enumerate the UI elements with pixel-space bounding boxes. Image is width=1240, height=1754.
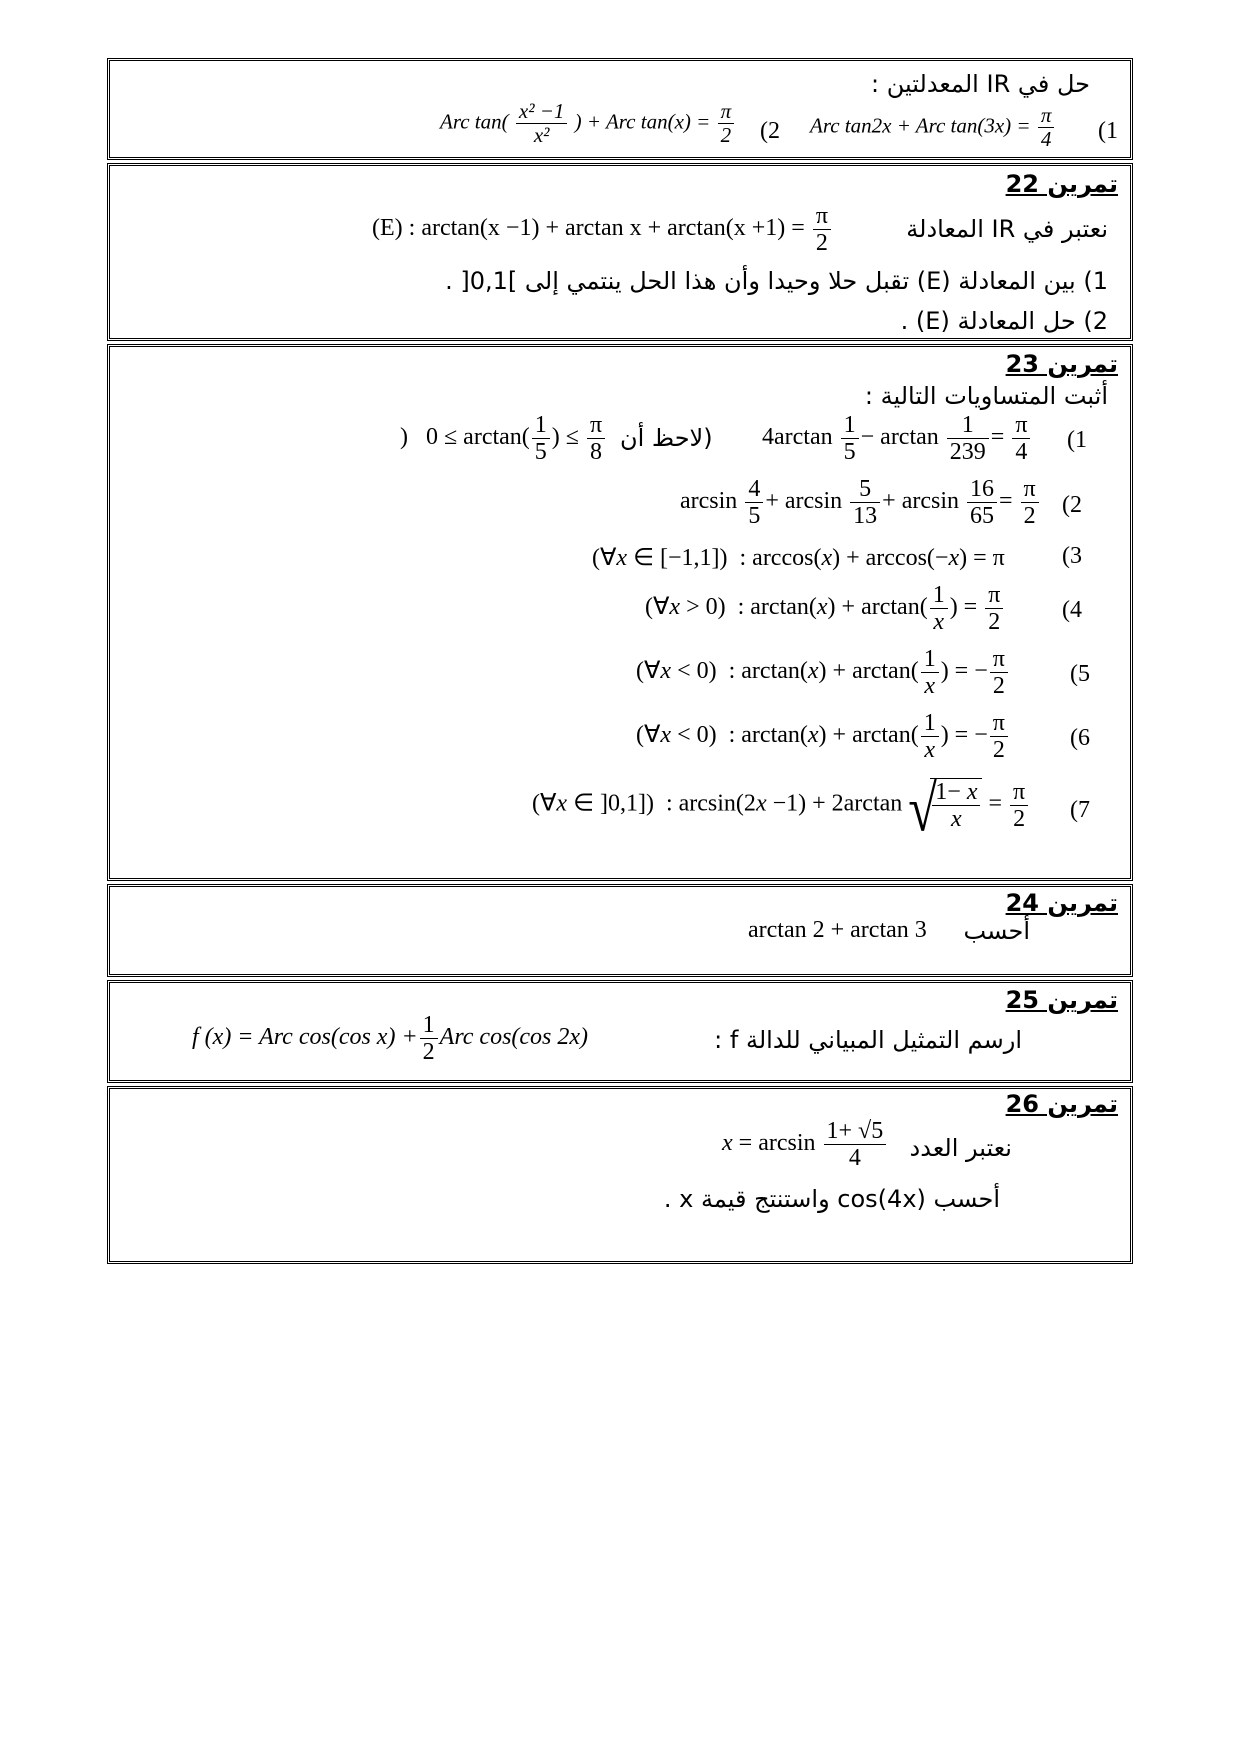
exercise-25-expression: f (x) = Arc cos(cos x) + $\frac{1}{2}$ Arc cos(cos 2x) bbox=[192, 1012, 589, 1065]
exercise-22-question-1: 1) بين المعادلة (E) تقبل حلا وحيدا وأن هذا الحل ينتمي إلى ]0,1[ . bbox=[445, 267, 1108, 295]
exercise-24-title: تمرين 24 bbox=[1005, 889, 1118, 917]
item-1-label: (1 bbox=[1067, 427, 1087, 453]
item-6-expression: (∀x < 0) : arctan(x) + arctan( $\frac{1}{x}$ ) = − $\frac{\pi}{2}$ bbox=[636, 710, 1010, 763]
item-2-expression: arcsin $\frac{4}{5}$ + arcsin $\frac{5}{13}$ + arcsin $\frac{16}{65}$ = $\frac{\pi}{2}$ bbox=[680, 476, 1041, 529]
exercise-25-title: تمرين 25 bbox=[1005, 986, 1118, 1014]
exercise-22-title: تمرين 22 bbox=[1005, 170, 1118, 198]
eq2-expression: Arc tan( $\frac{\text{x² −1}}{\text{x²}}$ ) + Arc tan(x) = $\frac{\pi}{2}$ bbox=[440, 100, 736, 147]
item-1-expression: 4arctan $\frac{1}{5}$ − arctan $\frac{1}{239}$ = $\frac{\pi}{4}$ bbox=[762, 412, 1032, 465]
exercise-23-intro: أثبت المتساويات التالية : bbox=[864, 382, 1108, 410]
item-4-label: (4 bbox=[1062, 597, 1082, 623]
intro-text: حل في IR المعدلتين : bbox=[871, 70, 1090, 98]
item-7-expression: (∀x ∈ ]0,1]) : arcsin(2x −1) + 2arctan √ $\frac{1- x}{x}$ = $\frac{\pi}{2}$ bbox=[532, 778, 1030, 832]
exercise-26-box bbox=[107, 1086, 1133, 1264]
exercise-23-title: تمرين 23 bbox=[1005, 350, 1118, 378]
item-4-expression: (∀x > 0) : arctan(x) + arctan( $\frac{1}{x}$ ) = $\frac{\pi}{2}$ bbox=[645, 582, 1005, 635]
item-1-note: (لاحظ أن bbox=[620, 424, 713, 452]
eq1-expression: Arc tan2x + Arc tan(3x) = $\frac{\pi}{4}$ bbox=[810, 104, 1056, 151]
exercise-26-title: تمرين 26 bbox=[1005, 1090, 1118, 1118]
item-6-label: (6 bbox=[1070, 725, 1090, 751]
exercise-22-line1: نعتبر في IR المعادلة bbox=[906, 215, 1108, 243]
exercise-25-text: ارسم التمثيل المبياني للدالة f : bbox=[714, 1026, 1022, 1054]
exercise-24-expression: arctan 2 + arctan 3 bbox=[748, 917, 927, 943]
exercise-26-expression: x = arcsin $\frac{1+ √5}{4}$ bbox=[722, 1118, 888, 1171]
item-3-expression: (∀x ∈ [−1,1]) : arccos(x) + arccos(−x) = π bbox=[592, 545, 1005, 571]
exercise-22-equation: (E) : arctan(x −1) + arctan x + arctan(x +1) = $\frac{\pi}{2}$ bbox=[372, 203, 833, 256]
exercise-26-line1: نعتبر العدد bbox=[909, 1134, 1012, 1162]
eq2-label: (2 bbox=[760, 118, 780, 144]
item-2-label: (2 bbox=[1062, 492, 1082, 518]
item-7-label: (7 bbox=[1070, 797, 1090, 823]
eq1-label: (1 bbox=[1098, 118, 1118, 144]
exercise-22-question-2: 2) حل المعادلة (E) . bbox=[900, 307, 1108, 335]
exercise-24-text: أحسب bbox=[963, 917, 1030, 945]
exercise-26-line2: أحسب cos(4x) واستنتج قيمة x . bbox=[663, 1185, 1000, 1213]
item-1-note-math: ) 0 ≤ arctan( $\frac{1}{5}$ ) ≤ $\frac{\pi}{8}$ bbox=[400, 412, 607, 465]
item-5-label: (5 bbox=[1070, 661, 1090, 687]
item-3-label: (3 bbox=[1062, 543, 1082, 569]
item-5-expression: (∀x < 0) : arctan(x) + arctan( $\frac{1}{x}$ ) = − $\frac{\pi}{2}$ bbox=[636, 646, 1010, 699]
